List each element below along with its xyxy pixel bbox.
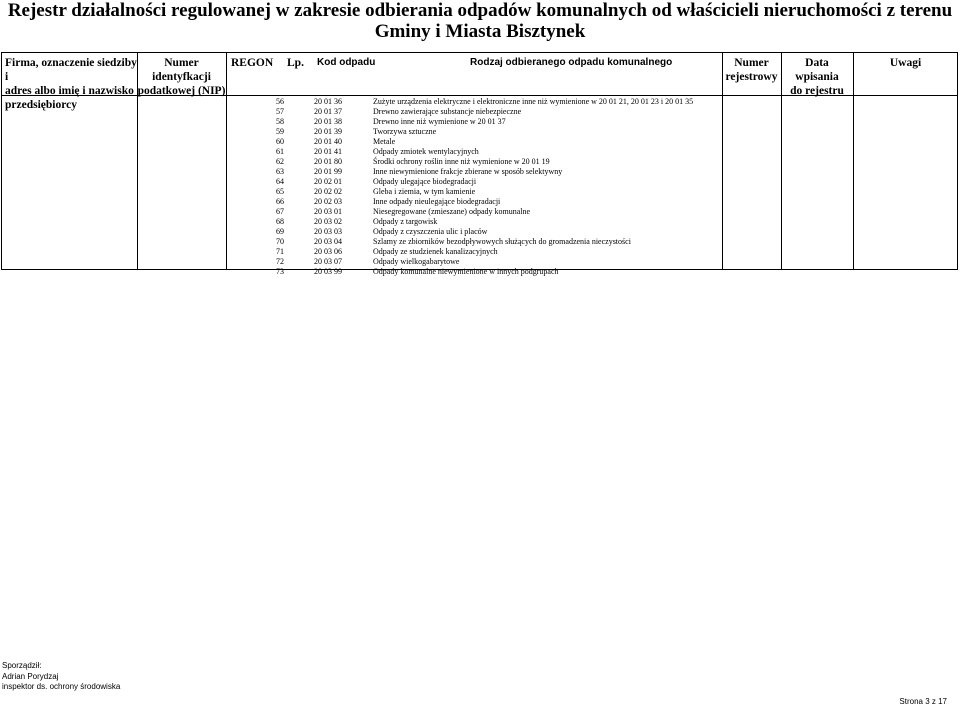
row-kod-odpadu: 20 02 01 (314, 177, 342, 186)
row-rodzaj-odpadu: Metale (373, 137, 396, 146)
row-rodzaj-odpadu: Odpady z targowisk (373, 217, 438, 226)
column-divider (226, 52, 227, 270)
prepared-by-label: Sporządził: (2, 661, 42, 670)
title-line-2: Gminy i Miasta Bisztynek (374, 21, 586, 42)
row-kod-odpadu: 20 03 07 (314, 257, 342, 266)
row-lp: 56 (276, 97, 284, 106)
row-kod-odpadu: 20 03 03 (314, 227, 342, 236)
row-kod-odpadu: 20 02 03 (314, 197, 342, 206)
column-divider (853, 52, 854, 270)
row-kod-odpadu: 20 03 06 (314, 247, 342, 256)
row-kod-odpadu: 20 02 02 (314, 187, 342, 196)
row-rodzaj-odpadu: Odpady ulegające biodegradacji (373, 177, 477, 186)
row-kod-odpadu: 20 01 38 (314, 117, 342, 126)
row-kod-odpadu: 20 03 99 (314, 267, 342, 276)
column-divider (722, 52, 723, 270)
prepared-by-name: Adrian Porydzaj (2, 671, 59, 681)
row-kod-odpadu: 20 01 40 (314, 137, 342, 146)
row-rodzaj-odpadu: Tworzywa sztuczne (373, 127, 437, 136)
row-lp: 60 (276, 137, 284, 146)
row-lp: 58 (276, 117, 284, 126)
row-rodzaj-odpadu: Drewno zawierające substancje niebezpieczne (373, 107, 522, 116)
row-lp: 68 (276, 217, 284, 226)
row-kod-odpadu: 20 01 99 (314, 167, 342, 176)
row-lp: 72 (276, 257, 284, 266)
row-rodzaj-odpadu: Odpady zmiotek wentylacyjnych (373, 147, 479, 156)
row-kod-odpadu: 20 03 04 (314, 237, 342, 246)
header-lp: Lp. (287, 57, 304, 69)
header-data-wpisania: Data wpisania do rejestru (790, 57, 844, 97)
header-uwagi: Uwagi (889, 57, 922, 69)
row-rodzaj-odpadu: Niesegregowane (zmieszane) odpady komunalne (373, 207, 531, 216)
row-lp: 66 (276, 197, 284, 206)
row-lp: 67 (276, 207, 284, 216)
row-lp: 61 (276, 147, 284, 156)
row-kod-odpadu: 20 01 37 (314, 107, 342, 116)
row-lp: 62 (276, 157, 284, 166)
row-kod-odpadu: 20 01 41 (314, 147, 342, 156)
row-lp: 65 (276, 187, 284, 196)
header-nip: Numer identyfkacji podatkowej (NIP) (137, 57, 226, 97)
row-lp: 71 (276, 247, 284, 256)
row-lp: 64 (276, 177, 284, 186)
row-kod-odpadu: 20 01 36 (314, 97, 342, 106)
title-line-1: Rejestr działalności regulowanej w zakresie odbierania odpadów komunalnych od właścicieli nieruchomości z terenu (7, 0, 953, 21)
row-rodzaj-odpadu: Środki ochrony roślin inne niż wymienione w 20 01 19 (373, 157, 550, 166)
row-lp: 59 (276, 127, 284, 136)
row-rodzaj-odpadu: Inne niewymienione frakcje zbierane w sposób selektywny (373, 167, 563, 176)
row-rodzaj-odpadu: Odpady z czyszczenia ulic i placów (373, 227, 488, 236)
row-rodzaj-odpadu: Inne odpady nieulegające biodegradacji (373, 197, 501, 206)
row-lp: 69 (276, 227, 284, 236)
row-lp: 63 (276, 167, 284, 176)
row-lp: 73 (276, 267, 284, 276)
row-lp: 70 (276, 237, 284, 246)
page-number: Strona 3 z 17 (899, 697, 947, 706)
document-title (0, 0, 960, 42)
prepared-by-position: inspektor ds. ochrony środowiska (2, 682, 121, 691)
row-rodzaj-odpadu: Odpady wielkogabarytowe (373, 257, 460, 266)
prepared-by (2, 661, 120, 693)
row-kod-odpadu: 20 01 80 (314, 157, 342, 166)
row-rodzaj-odpadu: Odpady komunalne niewymienione w innych podgrupach (373, 267, 559, 276)
header-firma: Firma, oznaczenie siedziby i adres albo imię i nazwisko przedsiębiorcy (5, 57, 137, 111)
header-regon: REGON (231, 57, 274, 69)
header-kod-odpadu: Kod odpadu (317, 57, 376, 68)
row-rodzaj-odpadu: Zużyte urządzenia elektryczne i elektroniczne inne niż wymienione w 20 01 21, 20 01 23 i 20 01 35 (373, 97, 694, 106)
header-rodzaj-odpadu: Rodzaj odbieranego odpadu komunalnego (470, 57, 673, 68)
row-kod-odpadu: 20 03 01 (314, 207, 342, 216)
row-lp: 57 (276, 107, 284, 116)
row-rodzaj-odpadu: Odpady ze studzienek kanalizacyjnych (373, 247, 498, 256)
row-kod-odpadu: 20 01 39 (314, 127, 342, 136)
row-kod-odpadu: 20 03 02 (314, 217, 342, 226)
row-rodzaj-odpadu: Drewno inne niż wymienione w 20 01 37 (373, 117, 506, 126)
row-rodzaj-odpadu: Gleba i ziemia, w tym kamienie (373, 187, 476, 196)
row-rodzaj-odpadu: Szlamy ze zbiorników bezodpływowych służących do gromadzenia nieczystości (373, 237, 631, 246)
header-numer-rejestrowy: Numer rejestrowy (725, 57, 778, 83)
